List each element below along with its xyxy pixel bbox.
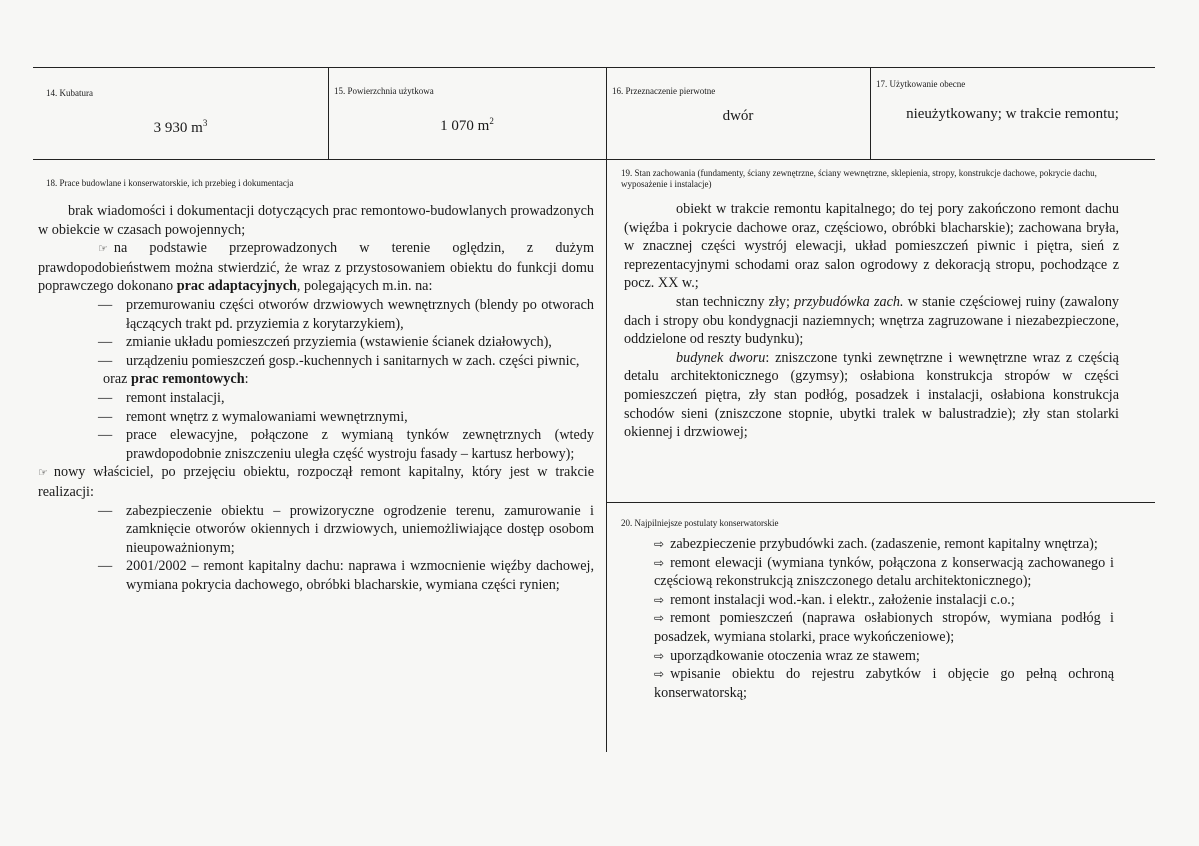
adaptation-list: [98, 296, 594, 370]
list-item: ⇨ remont elewacji (wymiana tynków, połączona z konserwacją zachowanego i częściową rekonstrukcją zniszczonego detalu architektonicznego);: [654, 554, 1114, 590]
przeznaczenie-value: dwór: [722, 108, 754, 124]
list-item: ⇨ remont instalacji wod.-kan. i elektr., założenie instalacji c.o.;: [654, 591, 1015, 608]
list-item: — prace elewacyjne, połączone z wymianą tynków zewnętrznych (wtedy prawdopodobnie zniszczeniu uległa część wystroju fasady – kartusz herbowy);: [98, 427, 594, 462]
current-works-list: [98, 502, 594, 595]
list-item: ⇨ wpisanie obiektu do rejestru zabytków i objęcie go pełną ochroną konserwatorską;: [654, 666, 1114, 701]
s19-paragraph-1: obiekt w trakcie remontu kapitalnego; do tej pory zakończono remont dachu (więźba i pokrycie dachowe oraz, częściowo, obróbki blacharskie); zachowana bryła, w znacznej części wystrój elewacji, układ pomieszczeń piwnic i piętra, sień z reprezentacyjnymi schodami oraz salon ogrodowy z dekoracją stropu, pochodzące z pocz. XX w.;: [624, 201, 1119, 292]
col-divider-1: [328, 67, 329, 159]
section-18-body: [38, 202, 594, 594]
powierzchnia-value: 1 070 $m^2$: [440, 116, 494, 134]
list-item: — urządzeniu pomieszczeń gosp.-kuchennych i sanitarnych w zach. części piwnic,: [98, 352, 580, 369]
powierzchnia-label: 15. Powierzchnia użytkowa: [334, 86, 434, 96]
list-item: — 2001/2002 – remont kapitalny dachu: naprawa i wzmocnienie więźby dachowej, wymiana pokrycia dachowego, obróbki blacharskie, wymiana części rynien;: [98, 558, 594, 593]
section-19-body: [624, 200, 1119, 442]
section-18-label: 18. Prace budowlane i konserwatorskie, ich przebieg i dokumentacja: [46, 178, 294, 188]
section-20-label: 20. Najpilniejsze postulaty konserwatorskie: [621, 518, 779, 528]
section-19-label: 19. Stan zachowania (fundamenty, ściany zewnętrzne, ściany wewnętrzne, sklepienia, stropy, konstrukcje dachowe, pokrycie dachu, wyposażenie i instalacje): [621, 168, 1097, 189]
section-20-body: [654, 535, 1114, 702]
uzytkowanie-label: 17. Użytkowanie obecne: [876, 79, 966, 89]
s19-paragraph-3: budynek dworu: zniszczone tynki zewnętrzne i wewnętrzne wraz z częścią detalu architektonicznego (gzymsy); osłabiona konstrukcja stropów w części pomieszczeń piętra, zły stan podłóg, posadzek i instalacji, osłabiona konstrukcja schodów sieni (zniszczone stopnie, ubytki tralek w balustradzie); zły stan stolarki okiennej i drzwiowej;: [624, 349, 1119, 441]
hollow-right-arrow-icon: ⇨: [654, 611, 665, 626]
uzytkowanie-value: nieużytkowany; w trakcie remontu;: [906, 106, 1119, 122]
s18-oraz: oraz prac remontowych:: [103, 371, 249, 388]
s18-paragraph-2: ☞ nowy właściciel, po przejęciu obiektu, rozpoczął remont kapitalny, który jest w trakcie realizacji:: [38, 464, 594, 500]
row-rule: [33, 159, 1155, 160]
section-20-rule: [606, 502, 1155, 503]
pointing-hand-icon: ☞: [98, 242, 108, 256]
list-item: — przemurowaniu części otworów drzwiowych wewnętrznych (blendy po otworach łączących trakt pd. przyziemia z korytarzykiem),: [98, 296, 594, 332]
pointing-hand-icon: ☞: [38, 466, 48, 480]
hollow-right-arrow-icon: ⇨: [654, 555, 665, 570]
list-item: ⇨ zabezpieczenie przybudówki zach. (zadaszenie, remont kapitalny wnętrza);: [654, 536, 1098, 552]
list-item: — remont wnętrz z wymalowaniami wewnętrznymi,: [98, 408, 408, 425]
hollow-right-arrow-icon: ⇨: [654, 667, 665, 682]
top-rule: [33, 67, 1155, 68]
col-divider-2: [606, 67, 607, 752]
list-item: ⇨ uporządkowanie otoczenia wraz ze stawem;: [654, 647, 920, 664]
hollow-right-arrow-icon: ⇨: [654, 537, 665, 551]
s19-paragraph-2: stan techniczny zły; przybudówka zach. w stanie częściowej ruiny (zawalony dach i stropy obu kondygnacji naziemnych; wnętrza zagruzowane i niezabezpieczone, oddzielone od reszty budynku);: [624, 293, 1120, 348]
list-item: — zabezpieczenie obiektu – prowizoryczne ogrodzenie terenu, zamurowanie i zamknięcie otworów okiennych i drzwiowych, uniemożliwiające dostęp osobom nieupoważnionym;: [98, 502, 594, 556]
list-item: — zmianie układu pomieszczeń przyziemia (wstawienie ścianek działowych),: [98, 334, 552, 351]
renovation-list: [98, 389, 594, 463]
hollow-right-arrow-icon: ⇨: [654, 592, 665, 607]
kubatura-label: 14. Kubatura: [46, 88, 93, 98]
hollow-right-arrow-icon: ⇨: [654, 648, 665, 663]
s18-paragraph-1: ☞ na podstawie przeprowadzonych w terenie oględzin, z dużym prawdopodobieństwem można stwierdzić, że wraz z przystosowaniem obiektu do funkcji domu poprawczego dokonano prac adaptacyjnych, polegających m.in. na:: [38, 240, 594, 295]
kubatura-value: 3 930 $m^3$: [153, 118, 208, 136]
list-item: — remont instalacji,: [98, 389, 225, 406]
s18-intro: brak wiadomości i dokumentacji dotyczących prac remontowo-budowlanych prowadzonych w obiekcie w czasach powojennych;: [38, 203, 594, 238]
list-item: ⇨ remont pomieszczeń (naprawa osłabionych stropów, wymiana podłóg i posadzek, wymiana stolarki, prace wykończeniowe);: [654, 610, 1114, 645]
przeznaczenie-label: 16. Przeznaczenie pierwotne: [612, 86, 716, 96]
